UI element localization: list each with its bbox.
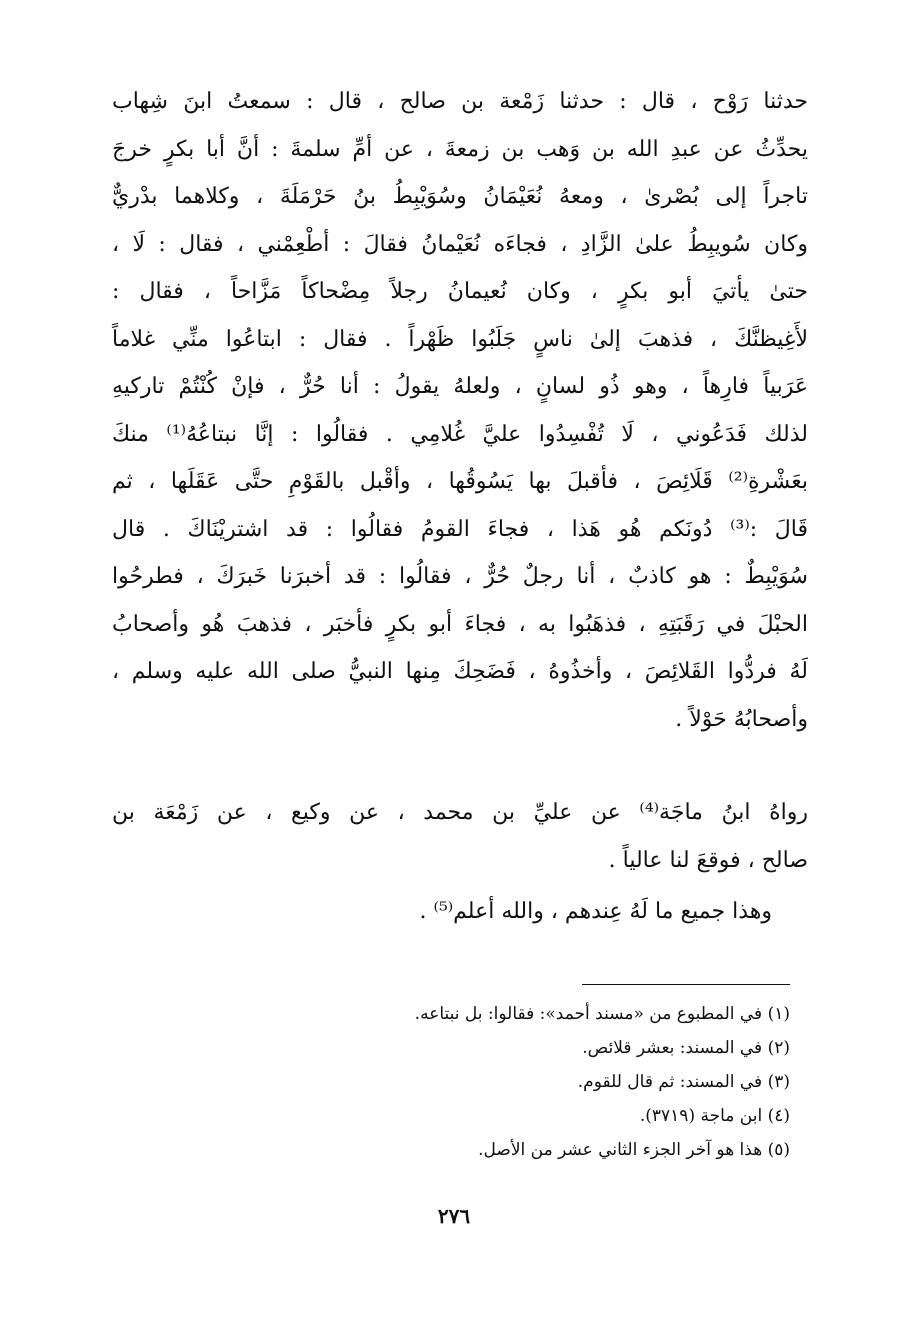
text-line: رواهُ ابنُ ماجَة⁽⁴⁾ عن عليِّ بن محمد ، عن وكيع ، عن زَمْعَة بن	[112, 800, 809, 825]
text-line: وكان سُويبِطُ علىٰ الزَّادِ ، فجاءَه نُعَيْمانُ فقالَ : أطْعِمْني ، فقال : لَا ،	[112, 231, 808, 257]
text-line: تاجراً إلى بُصْرىٰ ، ومعهُ نُعَيْمَانُ وسُوَيْبِطُ بنُ حَرْمَلَةَ ، وكلاهما بدْريٌّ	[112, 184, 808, 209]
footnote-divider	[582, 984, 790, 985]
footnote-item: (٥) هذا هو آخر الجزء الثاني عشر من الأصل.	[478, 1140, 790, 1160]
narration-paragraph	[112, 789, 808, 885]
text-line: بعَشْرةِ⁽²⁾ قَلَائِصَ ، فأقبلَ بها يَسُوقُها ، وأقْبل بالقَوْمِ حتَّى عَقَلَها ، ثم	[112, 469, 808, 494]
text-line: صالح ، فوقعَ لنا عالياً .	[608, 848, 808, 873]
text-line: قَالَ :⁽³⁾ دُونَكم هُو هَذا ، فجاءَ القومُ فقالُوا : قد اشتريْنَاكَ . قال	[112, 516, 808, 542]
text-line: لذلك فَدَعُوني ، لَا تُفْسِدُوا عليَّ غُلامِي . فقالُوا : إنَّا نبتاعُهُ⁽¹⁾ منكَ	[112, 421, 808, 447]
text-line: لَهُ فردُّوا القَلائِصَ ، وأخذُوهُ ، فَضَحِكَ مِنها النبيُّ صلى الله عليه وسلم ،	[112, 659, 808, 684]
footnote-item: (٤) ابن ماجة (٣٧١٩).	[639, 1106, 790, 1126]
text-line: وأصحابُهُ حَوْلاً .	[675, 706, 808, 732]
text-line: لأَغِيظنَّكَ ، فذهبَ إلىٰ ناسٍ جَلَبُوا ظَهْراً . فقال : ابتاعُوا منِّي غلاماً	[112, 326, 808, 352]
closing-paragraph: وهذا جميع ما لَهُ عِندهم ، والله أعلم⁽⁵⁾ .	[419, 899, 772, 924]
main-hadith-text	[112, 78, 808, 743]
footnote-item: (٢) في المسند: بعشر قلائص.	[582, 1038, 790, 1058]
footnote-item: (٣) في المسند: ثم قال للقوم.	[577, 1072, 790, 1092]
page-number: ٢٧٦	[437, 1204, 471, 1228]
text-line: حتىٰ يأتيَ أبو بكرٍ ، وكان نُعيمانُ رجلاً مِضْحاكاً مَزَّاحاً ، فقال :	[112, 279, 808, 304]
text-line: سُوَيْبِطٌ : هو كاذبٌ ، أنا رجلٌ حُرٌّ ، فقالُوا : قد أخبرَنا خَبرَكَ ، فطرحُوا	[112, 564, 808, 589]
text-line: الحبْلَ في رَقَبَتِهِ ، فذهَبُوا به ، فجاءَ أبو بكرٍ فأخبَر ، فذهبَ هُو وأصحابُ	[112, 611, 808, 637]
footnote-item: (١) في المطبوع من «مسند أحمد»: فقالوا: بل نبتاعه.	[414, 1004, 790, 1024]
footnotes-list	[170, 997, 790, 1167]
text-line: حدثنا رَوْح ، قال : حدثنا زَمْعة بن صالح ، قال : سمعتُ ابنَ شِهاب	[112, 89, 808, 114]
text-line: يحدِّثُ عن عبدِ الله بن وَهب بن زمعةَ ، عن أمِّ سلمةَ : أنَّ أبا بكرٍ خرجَ	[112, 136, 808, 162]
text-line: عَرَبياً فارِهاً ، وهو ذُو لسانٍ ، ولعلهُ يقولُ : أنا حُرٌّ ، فإنْ كُنْتُمْ تاركيهِ	[112, 374, 808, 399]
